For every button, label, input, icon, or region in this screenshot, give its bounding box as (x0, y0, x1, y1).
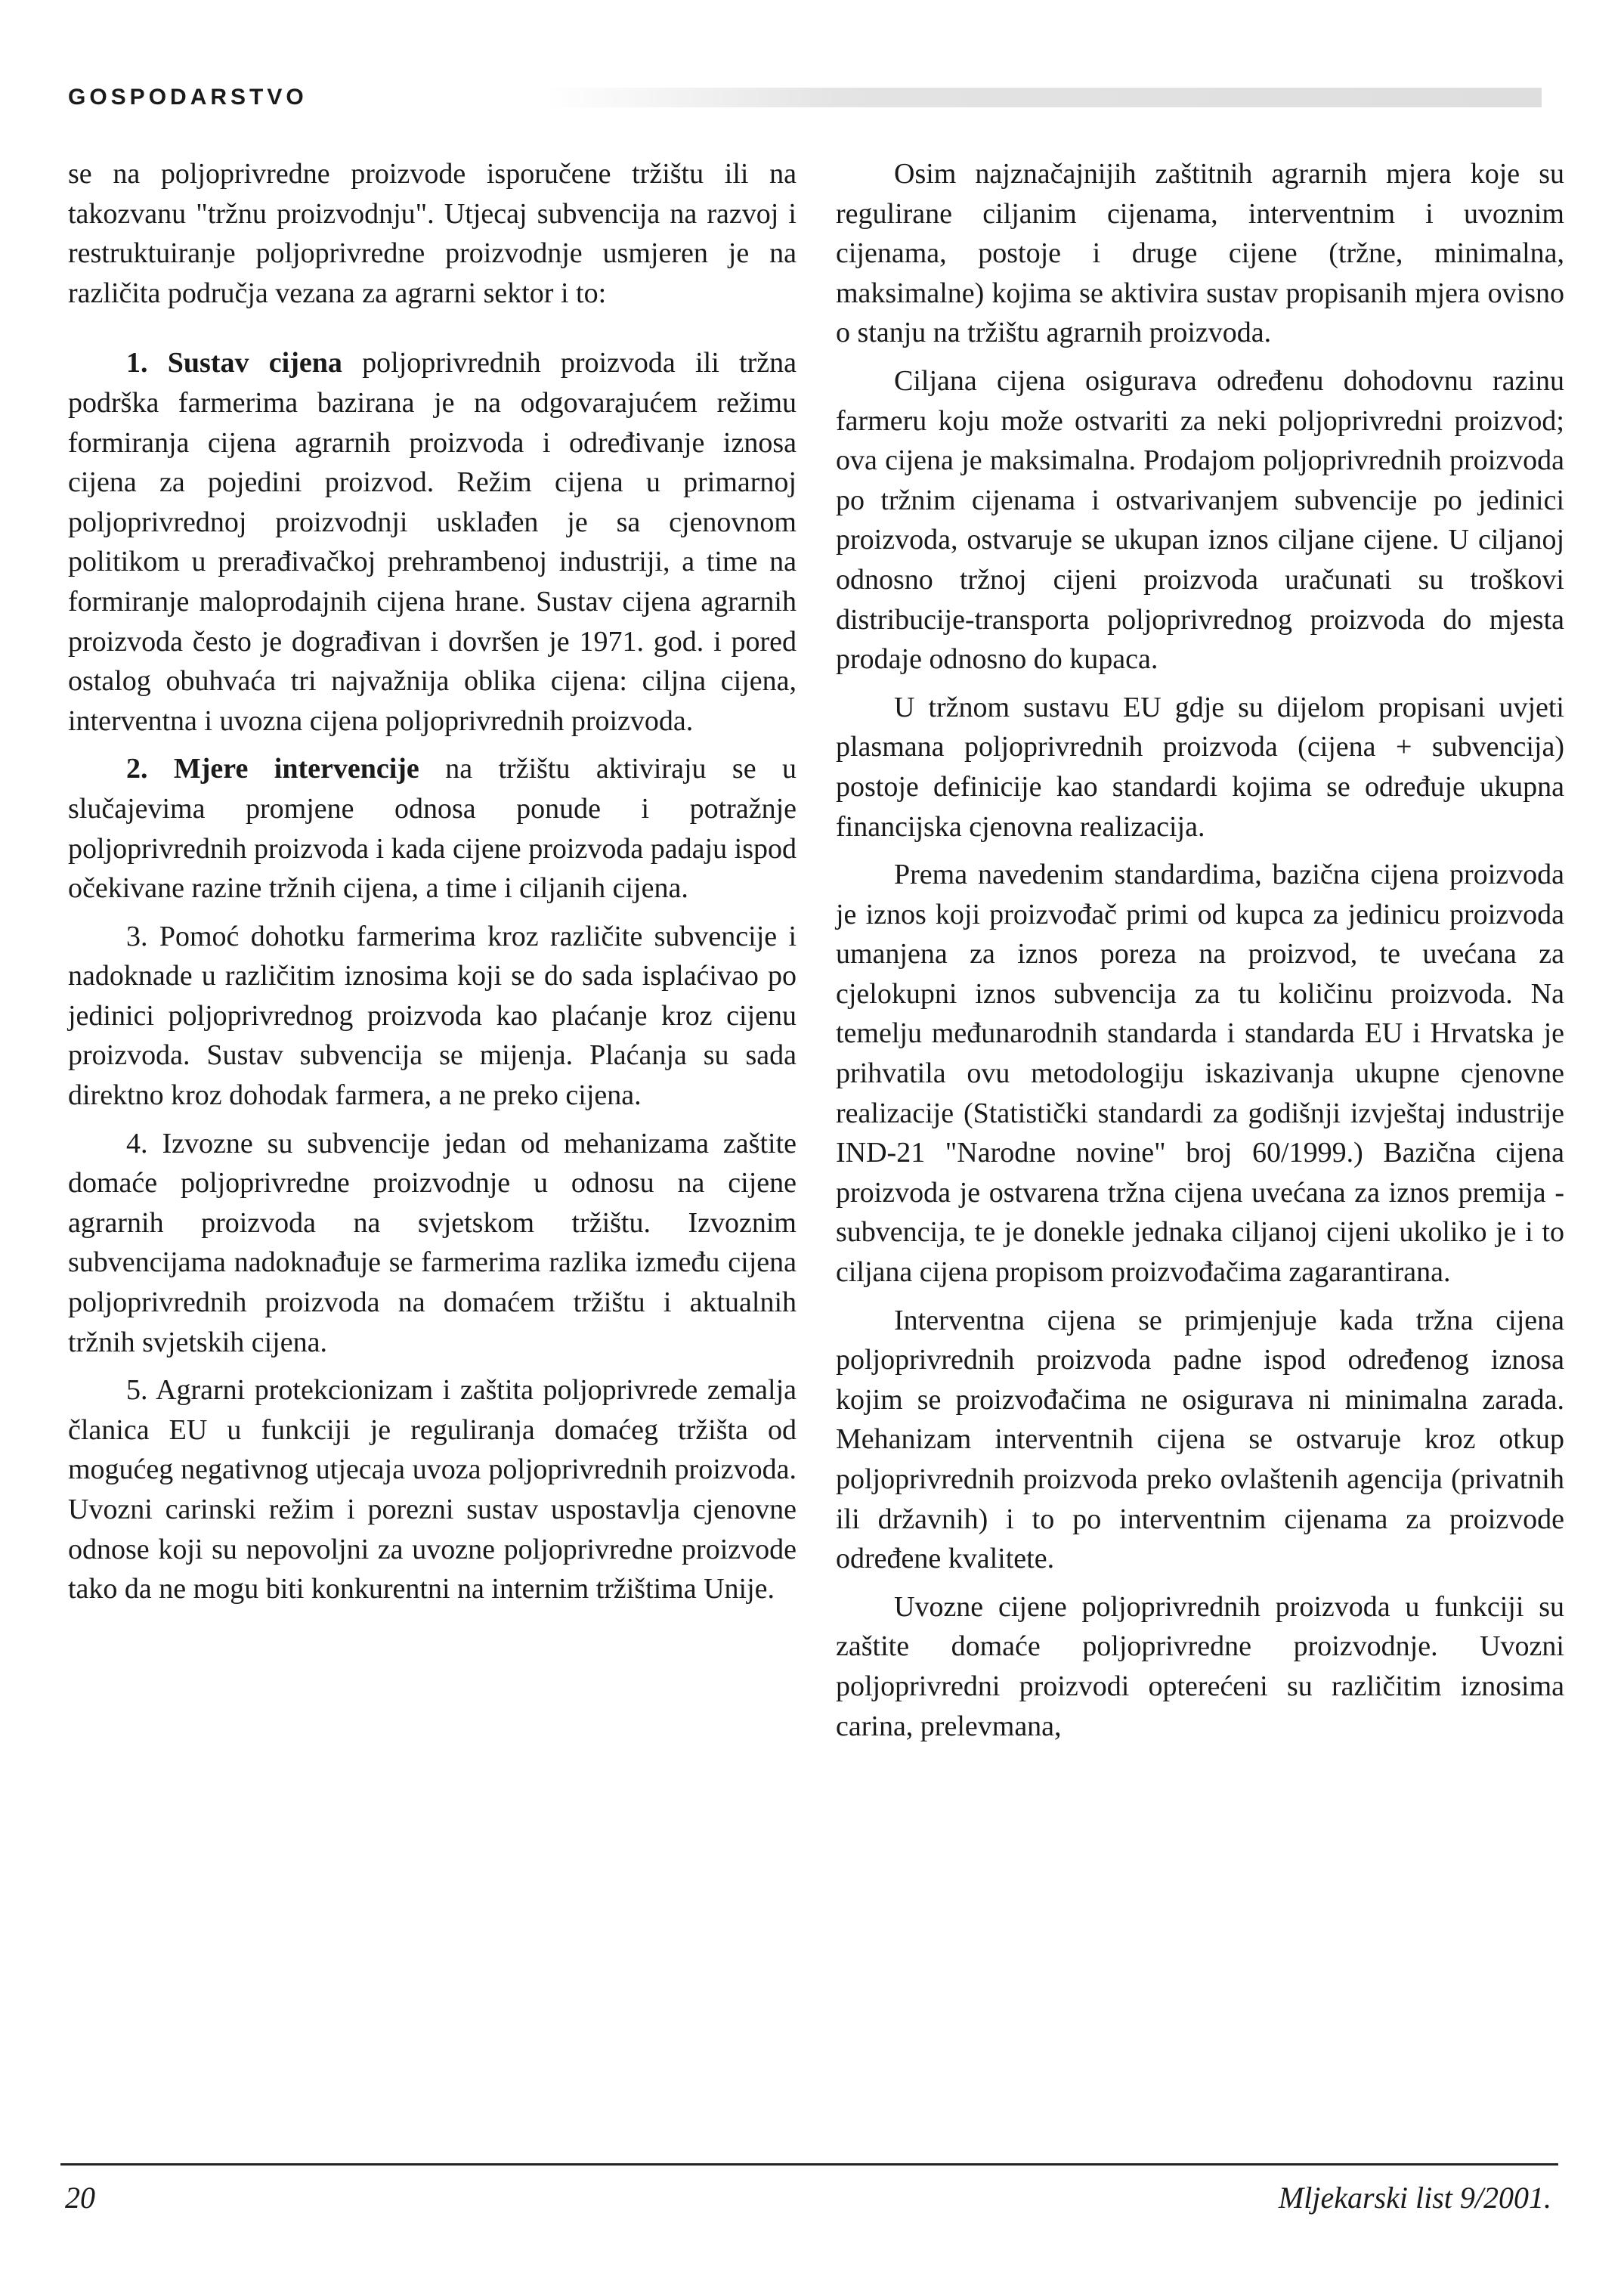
paragraph-text: poljoprivrednih proizvoda ili tržna podrška farmerima bazirana je na odgovarajućem režimu formiranja cijena agrarnih proizvoda i određivanje iznosa cijena za pojedini proizvod. Režim cijena u primarnoj poljoprivrednoj proizvodnji usklađen je sa cjenovnom politikom u prerađivačkoj prehrambenoj industriji, a time na formiranje maloprodajnih cijena hrane. Sustav cijena agrarnih proizvoda često je dograđivan i dovršen je 1971. god. i pored ostalog obuhvaća tri najvažnija oblika cijena: ciljna cijena, interventna i uvozna cijena poljoprivrednih proizvoda. (68, 347, 797, 737)
paragraph: U tržnom sustavu EU gdje su dijelom propisani uvjeti plasmana poljoprivrednih proizvoda (cijena + subvencija) postoje definicije kao standardi kojima se određuje ukupna financijska cjenovna realizacija. (836, 691, 1564, 843)
page-number: 20 (65, 2181, 95, 2215)
paragraph-lead: 2. Mjere intervencije (126, 753, 419, 785)
paragraph: se na poljoprivredne proizvode isporučene tržištu ili na takozvanu "tržnu proizvodnju". Utjecaj subvencija na razvoj i restruktuiranje poljoprivredne proizvodnje usmjeren je na različita područja vezana za agrarni sektor i to: (68, 158, 797, 309)
paragraph: Interventna cijena se primjenjuje kada tržna cijena poljoprivrednih proizvoda padne ispod određenog iznosa kojim se proizvođačima ne osigurava ni minimalna zarada. Mehanizam interventnih cijena se ostvaruje kroz otkup poljoprivrednih proizvoda preko ovlaštenih agencija (privatnih ili državnih) i to po interventnim cijenama za proizvode određene kvalitete. (836, 1304, 1564, 1575)
paragraph: 3. Pomoć dohotku farmerima kroz različite subvencije i nadoknade u različitim iznosima koji se do sada isplaćivao po jedinici poljoprivrednog proizvoda kao plaćanje kroz cijenu proizvoda. Sustav subvencija se mijenja. Plaćanja su sada direktno kroz dohodak farmera, a ne preko cijena. (68, 920, 797, 1112)
header-shade-bar (544, 88, 1542, 107)
paragraph: Prema navedenim standardima, bazična cijena proizvoda je iznos koji proizvođač primi od kupca za jedinicu proizvoda umanjena za iznos poreza na proizvod, te uvećana za cjelokupni iznos subvencija za tu količinu proizvoda. Na temelju međunarodnih standarda i standarda EU i Hrvatska je prihvatila ovu metodologiju iskazivanja ukupne cjenovne realizacije (Statistički standardi za godišnji izvještaj industrije IND-21 "Narodne novine" broj 60/1999.) Bazična cijena proizvoda je ostvarena tržna cijena uvećana za iznos premija - subvencija, te je donekle jednaka ciljanoj cijeni ukoliko je i to ciljana cijena propisom proizvođačima zagarantirana. (836, 859, 1564, 1289)
section-title: GOSPODARSTVO (68, 85, 308, 110)
right-column (836, 154, 1564, 1754)
left-column (68, 154, 797, 1618)
footer-rule (60, 2163, 1558, 2166)
paragraph: 4. Izvozne su subvencije jedan od mehanizama zaštite domaće poljoprivredne proizvodnje u odnosu na cijene agrarnih proizvoda na svjetskom tržištu. Izvoznim subvencijama nadoknađuje se farmerima razlika između cijena poljoprivrednih proizvoda na domaćem tržištu i aktualnih tržnih svjetskih cijena. (68, 1127, 797, 1358)
paragraph: Osim najznačajnijih zaštitnih agrarnih mjera koje su regulirane ciljanim cijenama, interventnim i uvoznim cijenama, postoje i druge cijene (tržne, minimalna, maksimalne) kojima se aktivira sustav propisanih mjera ovisno o stanju na tržištu agrarnih proizvoda. (836, 158, 1564, 349)
paragraph: Ciljana cijena osigurava određenu dohodovnu razinu farmeru koju može ostvariti za neki poljoprivredni proizvod; ova cijena je maksimalna. Prodajom poljoprivrednih proizvoda po tržnim cijenama i ostvarivanjem subvencije po jedinici proizvoda, ostvaruje se ukupan iznos ciljane cijene. U ciljanoj odnosno tržnoj cijeni proizvoda uračunati su troškovi distribucije-transporta poljoprivrednog proizvoda do mjesta prodaje odnosno do kupaca. (836, 364, 1564, 676)
paragraph-lead: 1. Sustav cijena (126, 347, 342, 379)
paragraph (68, 343, 797, 741)
paragraph (68, 749, 797, 908)
journal-citation: Mljekarski list 9/2001. (1278, 2181, 1551, 2215)
paragraph: Uvozne cijene poljoprivrednih proizvoda u funkciji su zaštite domaće poljoprivredne proizvodnje. Uvozni poljoprivredni proizvodi opterećeni su različitim iznosima carina, prelevmana, (836, 1590, 1564, 1742)
paragraph: 5. Agrarni protekcionizam i zaštita poljoprivrede zemalja članica EU u funkciji je reguliranja domaćeg tržišta od mogućeg negativnog utjecaja uvoza poljoprivrednih proizvoda. Uvozni carinski režim i porezni sustav uspostavlja cjenovne odnose koji su nepovoljni za uvozne poljoprivredne proizvode tako da ne mogu biti konkurentni na internim tržištima Unije. (68, 1374, 797, 1605)
paragraph-text: na tržištu aktiviraju se u slučajevima promjene odnosa ponude i potražnje poljoprivrednih proizvoda i kada cijene proizvoda padaju ispod očekivane razine tržnih cijena, a time i ciljanih cijena. (68, 753, 797, 905)
